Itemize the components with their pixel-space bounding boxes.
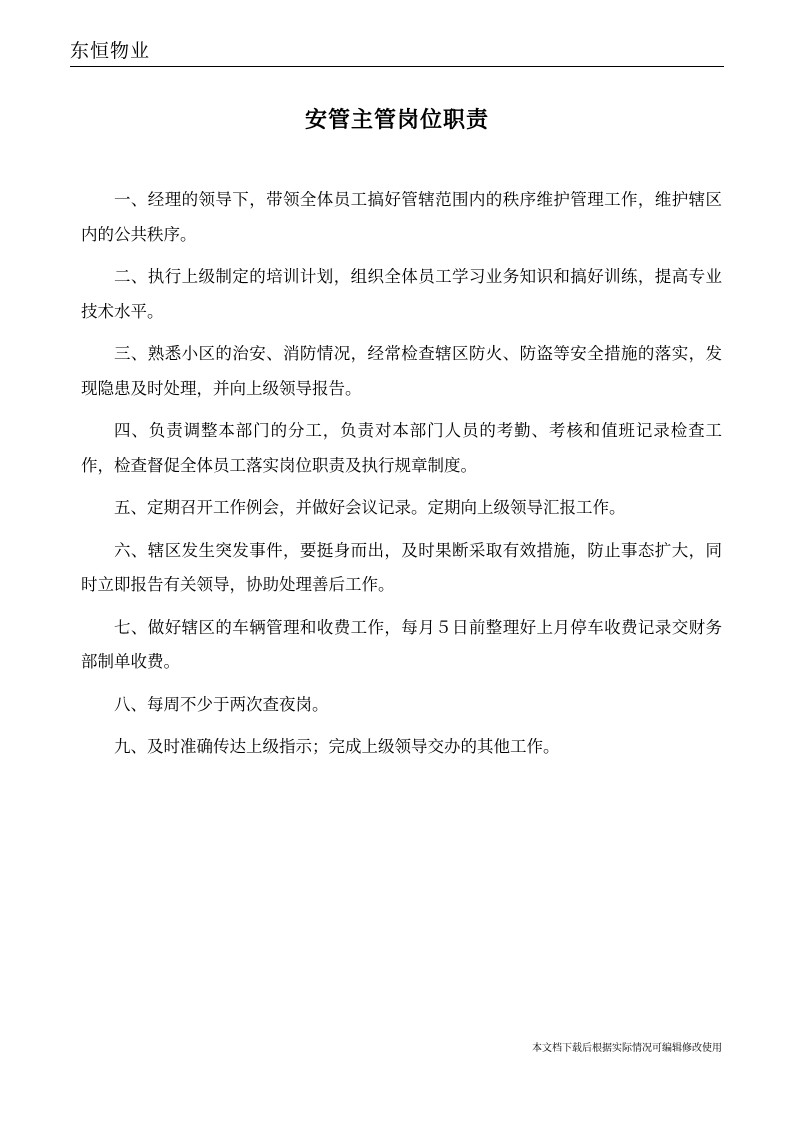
duty-item-7: 七、做好辖区的车辆管理和收费工作，每月５日前整理好上月停车收费记录交财务部制单收费。 — [81, 617, 722, 671]
duty-item-5: 五、定期召开工作例会，并做好会议记录。定期向上级领导汇报工作。 — [114, 498, 626, 517]
duty-item-6: 六、辖区发生突发事件，要挺身而出，及时果断采取有效措施，防止事态扩大，同时立即报告有关领导，协助处理善后工作。 — [81, 540, 722, 594]
duties-list — [81, 183, 722, 773]
duty-item-2: 二、执行上级制定的培训计划，组织全体员工学习业务知识和搞好训练，提高专业技术水平。 — [81, 267, 722, 321]
duty-item-1: 一、经理的领导下，带领全体员工搞好管辖范围内的秩序维护管理工作，维护辖区内的公共秩序。 — [81, 190, 722, 244]
duty-item-8: 八、每周不少于两次查夜岗。 — [114, 694, 329, 714]
duty-item-3: 三、熟悉小区的治安、消防情况，经常检查辖区防火、防盗等安全措施的落实，发现隐患及时处理，并向上级领导报告。 — [81, 344, 722, 398]
document-title: 安管主管岗位职责 — [304, 108, 489, 133]
footer-note: 本文档下载后根据实际情况可编辑修改使用 — [532, 1043, 722, 1054]
page-header — [70, 36, 724, 67]
company-name: 东恒物业 — [70, 40, 151, 62]
duty-item-4: 四、负责调整本部门的分工，负责对本部门人员的考勤、考核和值班记录检查工作，检查督促全体员工落实岗位职责及执行规章制度。 — [81, 421, 722, 475]
duty-item-9: 九、及时准确传达上级指示；完成上级领导交办的其他工作。 — [114, 737, 560, 756]
